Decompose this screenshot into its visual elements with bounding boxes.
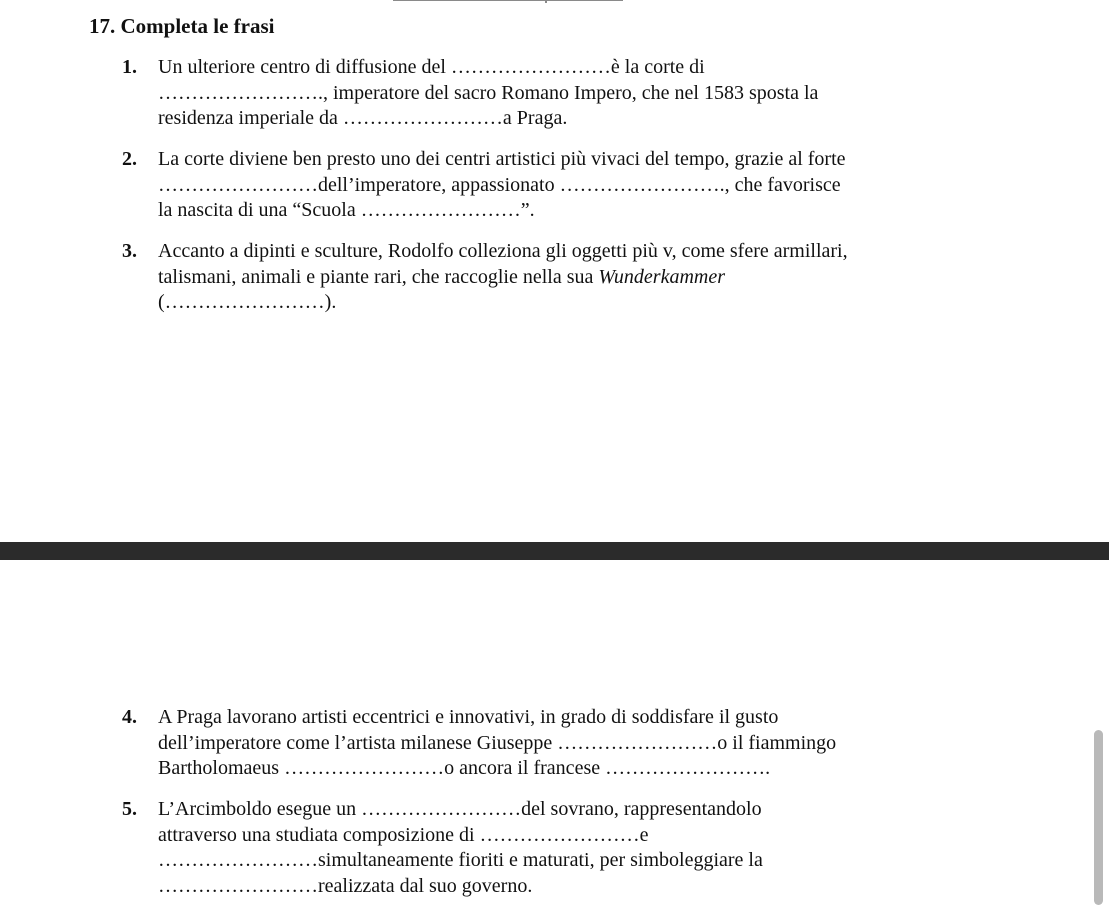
page-separator	[0, 542, 1109, 560]
page-top-rule-tick	[545, 0, 547, 3]
item-line: dell’imperatore come l’artista milanese Giuseppe ……………………o il fiammingo	[158, 731, 837, 754]
item-number: 1.	[122, 56, 137, 78]
item-line	[158, 265, 982, 291]
exercise-item-4	[122, 705, 982, 782]
exercise-item-3	[122, 239, 982, 316]
item-line: ……………………realizzata dal suo governo.	[158, 874, 533, 897]
item-text	[158, 239, 982, 316]
item-line: ……………………dell’imperatore, appassionato ……………………., che favorisce	[158, 173, 841, 196]
item-line: la nascita di una “Scuola ……………………”.	[158, 199, 535, 221]
item-text	[158, 147, 982, 224]
vertical-scrollbar-thumb[interactable]	[1094, 730, 1103, 905]
page-top-rule	[393, 0, 623, 1]
item-line: A Praga lavorano artisti eccentrici e innovativi, in grado di soddisfare il gusto	[158, 706, 779, 728]
item-line: ……………………., imperatore del sacro Romano Impero, che nel 1583 sposta la	[158, 81, 819, 104]
item-line: (……………………).	[158, 291, 337, 313]
exercise-item-5	[122, 797, 982, 899]
item-number: 3.	[122, 240, 137, 262]
item-number: 5.	[122, 798, 137, 820]
exercise-item-2	[122, 147, 982, 224]
item-line: La corte diviene ben presto uno dei centri artistici più vivaci del tempo, grazie al forte	[158, 148, 846, 170]
item-line-text: talismani, animali e piante rari, che raccoglie nella sua	[158, 265, 599, 288]
item-text	[158, 797, 982, 899]
item-line: L’Arcimboldo esegue un ……………………del sovrano, rappresentandolo	[158, 798, 762, 820]
item-line: attraverso una studiata composizione di ……………………e	[158, 823, 649, 846]
item-line: Un ulteriore centro di diffusione del ……………………è la corte di	[158, 56, 705, 78]
exercise-item-1	[122, 55, 982, 132]
item-line: Accanto a dipinti e sculture, Rodolfo colleziona gli oggetti più v, come sfere armillari,	[158, 240, 848, 262]
item-text	[158, 55, 982, 132]
italic-term: Wunderkammer	[598, 265, 726, 288]
item-number: 4.	[122, 706, 137, 728]
item-text	[158, 705, 982, 782]
item-line: residenza imperiale da ……………………a Praga.	[158, 107, 568, 129]
item-line: Bartholomaeus ……………………o ancora il francese …………………….	[158, 757, 771, 779]
item-number: 2.	[122, 148, 137, 170]
exercise-heading: 17. Completa le frasi	[89, 14, 275, 38]
item-line: ……………………simultaneamente fioriti e maturati, per simboleggiare la	[158, 849, 763, 871]
